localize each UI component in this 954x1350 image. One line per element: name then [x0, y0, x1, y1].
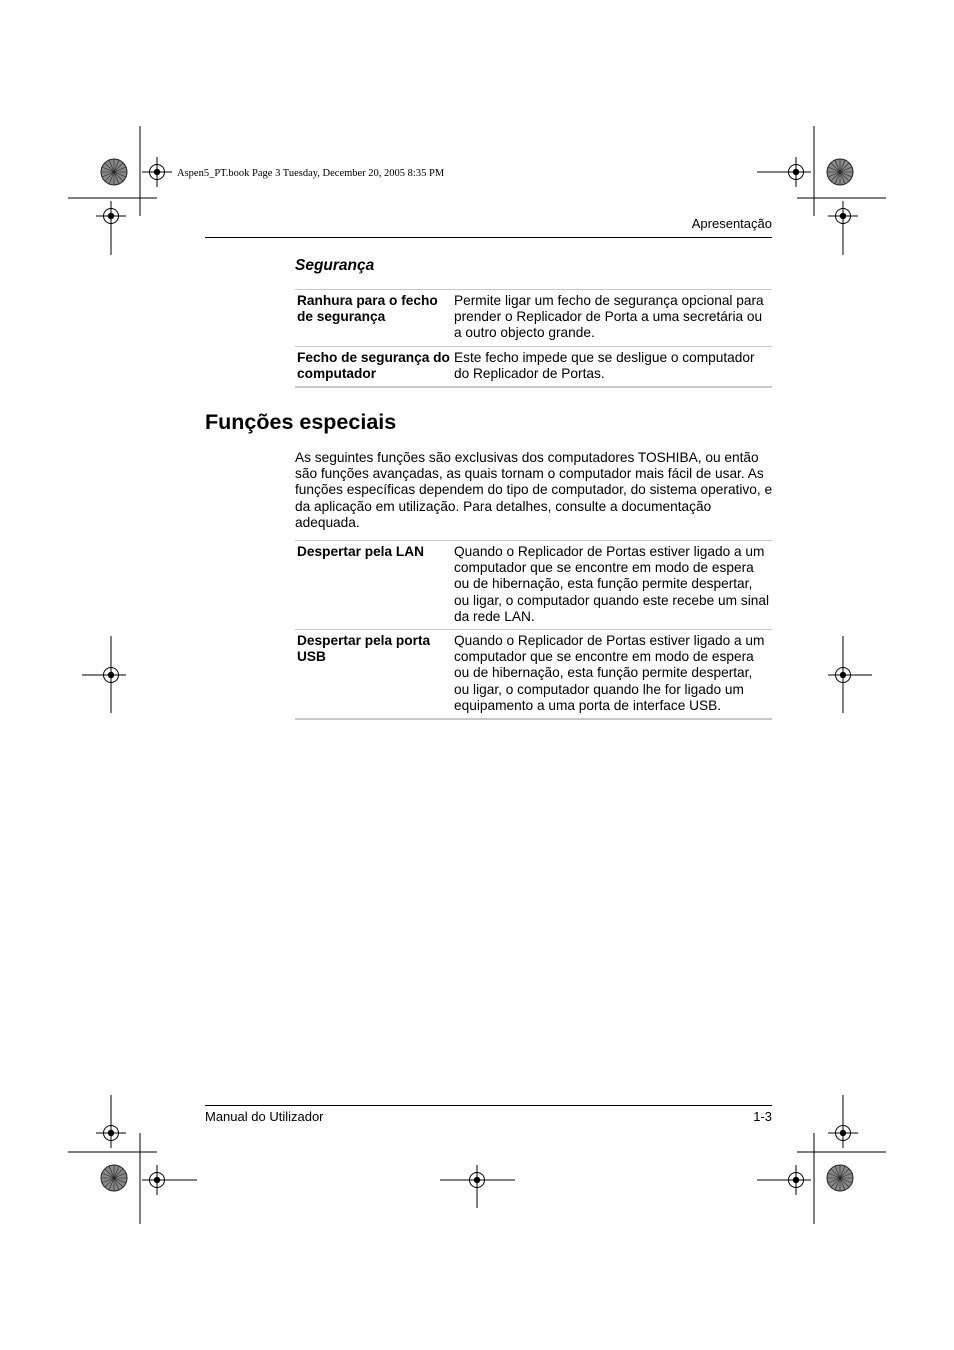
table-row	[295, 346, 772, 387]
term-cell: Despertar pela LAN	[297, 544, 425, 559]
description-cell: Este fecho impede que se desligue o computador do Replicador de Portas.	[454, 349, 755, 381]
term-cell: Despertar pela porta USB	[297, 633, 431, 665]
security-table	[295, 289, 772, 388]
running-header: Apresentação	[691, 216, 772, 231]
footer-rule	[205, 1105, 772, 1106]
description-cell: Quando o Replicador de Portas estiver ligado a um computador que se encontre em modo de espera ou de hibernação, esta função permite despertar, ou ligar, o computador quando lhe for ligado um equipamento a uma porta de interface USB.	[454, 633, 765, 713]
table-row	[295, 290, 772, 347]
term-cell: Ranhura para o fecho de segurança	[297, 293, 438, 325]
intro-paragraph: As seguintes funções são exclusivas dos computadores TOSHIBA, ou então são funções avançadas, as quais tornam o computador mais fácil de usar. As funções específicas dependem do tipo de computador, do sistema operativo, e da aplicação em utilização. Para detalhes, consulte a documentação adequada.	[295, 450, 773, 530]
special-functions-table	[295, 540, 772, 720]
table-row	[295, 541, 772, 630]
term-cell: Fecho de segurança do computador	[297, 349, 450, 381]
description-cell: Quando o Replicador de Portas estiver ligado a um computador que se encontre em modo de espera ou de hibernação, esta função permite despertar, ou ligar, o computador quando este recebe um sinal da rede LAN.	[454, 544, 770, 624]
print-slug: Aspen5_PT.book Page 3 Tuesday, December 20, 2005 8:35 PM	[177, 168, 445, 179]
header-rule	[205, 237, 772, 238]
footer-manual-title: Manual do Utilizador	[205, 1109, 324, 1124]
table-row	[295, 630, 772, 720]
section-heading-special: Funções especiais	[205, 410, 397, 434]
description-cell: Permite ligar um fecho de segurança opcional para prender o Replicador de Porta a uma secretária ou a outro objecto grande.	[454, 293, 764, 341]
section-title-security: Segurança	[295, 257, 375, 274]
page-number: 1-3	[753, 1109, 772, 1124]
